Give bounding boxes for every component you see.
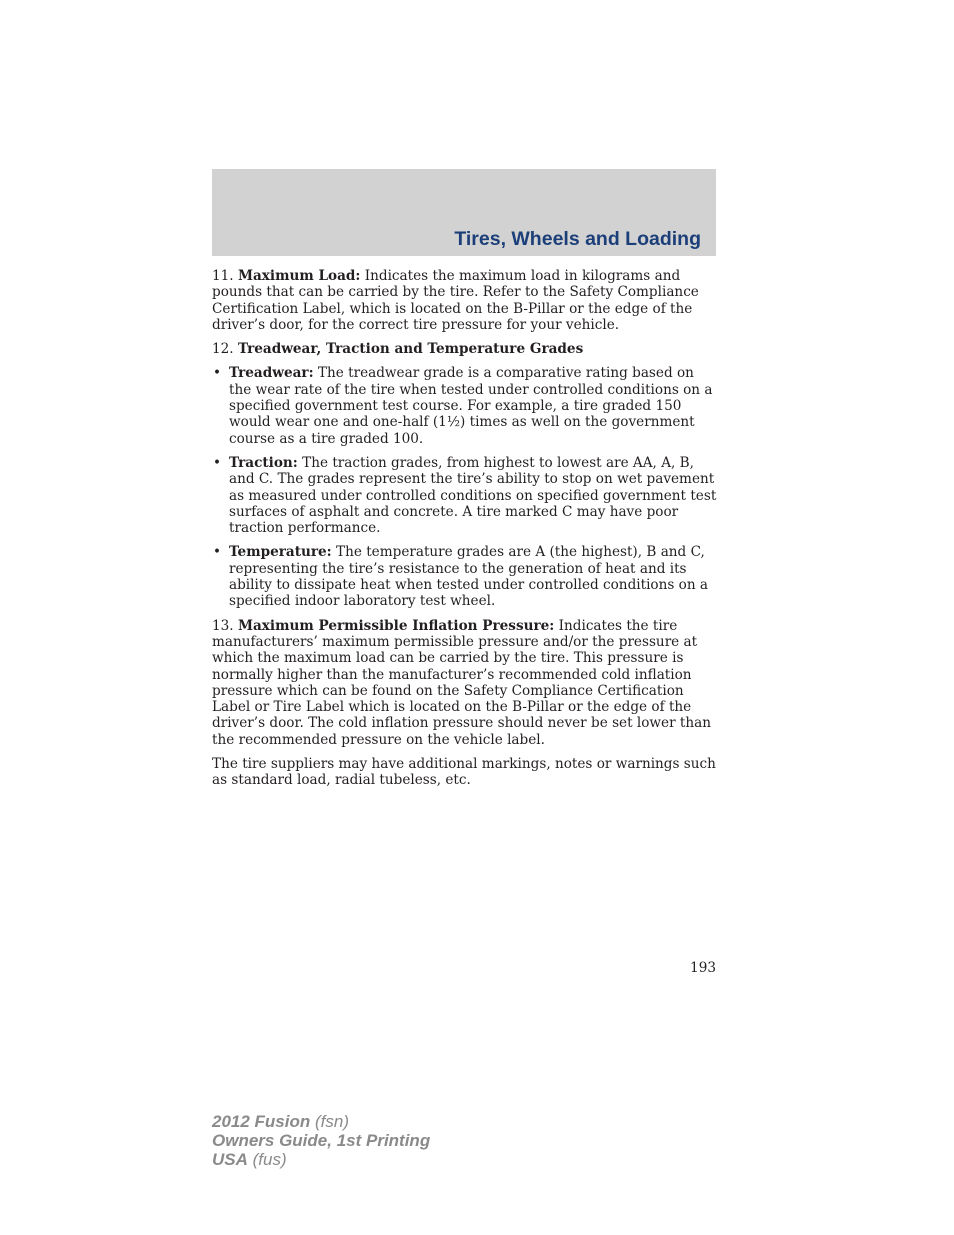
footer-market: USA (212, 1150, 248, 1169)
item-13-number: 13. (212, 617, 234, 634)
item-11 (212, 268, 718, 333)
item-12-label: Treadwear, Traction and Temperature Grades (237, 341, 584, 358)
bullet-icon: • (213, 365, 222, 382)
closing-paragraph: The tire suppliers may have additional markings, notes or warnings such as standard load, radial tubeless, etc. (212, 756, 716, 789)
bullet-icon: • (213, 544, 222, 561)
footer-line-3 (212, 1150, 430, 1169)
bullet-icon: • (213, 454, 222, 471)
bullet-text: The treadwear grade is a comparative rating based on the wear rate of the tire when tested under controlled conditions on a specified government test course. For example, a tire graded 150 would wear one and one-half (1½) times as well on the government course as a tire graded 100. (229, 365, 713, 447)
footer-model: 2012 Fusion (212, 1112, 311, 1131)
page-number: 193 (690, 960, 716, 976)
item-12-number: 12. (212, 341, 234, 358)
footer-print-info (212, 1112, 430, 1169)
bullet-label: Temperature: (229, 544, 332, 561)
item-11-number: 11. (212, 268, 234, 284)
item-11-label: Maximum Load: (237, 268, 361, 284)
grades-bullet-list (212, 365, 718, 609)
page-content (212, 268, 718, 797)
item-12 (212, 341, 718, 357)
bullet-label: Traction: (229, 454, 298, 471)
footer-line-2: Owners Guide, 1st Printing (212, 1131, 431, 1150)
bullet-treadwear (212, 365, 718, 446)
item-11-text: Indicates the maximum load in kilograms and pounds that can be carried by the tire. Refer to the Safety Compliance Certification Label, which is located on the B-Pillar or the edge of the driver’s door, for the correct tire pressure for your vehicle. (212, 268, 699, 333)
item-13 (212, 618, 718, 748)
bullet-traction (212, 455, 718, 536)
footer-line-1 (212, 1112, 430, 1131)
bullet-temperature (212, 544, 718, 609)
section-header-band (212, 169, 716, 256)
bullet-text: The temperature grades are A (the highest), B and C, representing the tire’s resistance to the generation of heat and its ability to dissipate heat when tested under controlled conditions on a specified indoor laboratory test wheel. (229, 544, 709, 610)
bullet-text: The traction grades, from highest to lowest are AA, A, B, and C. The grades represent the tire’s ability to stop on wet pavement as measured under controlled conditions on specified government test surfaces of asphalt and concrete. A tire marked C may have poor traction performance. (229, 454, 717, 537)
item-13-text: Indicates the tire manufacturers’ maximum permissible pressure and/or the pressure at which the maximum load can be carried by the tire. This pressure is normally higher than the manufacturer’s recommended cold inflation pressure which can be found on the Safety Compliance Certification Label or Tire Label which is located on the B-Pillar or the edge of the driver’s door. The cold inflation pressure should never be set lower than the recommended pressure on the vehicle label. (212, 617, 711, 748)
bullet-label: Treadwear: (229, 365, 314, 382)
footer-market-code: (fus) (252, 1150, 287, 1169)
item-13-label: Maximum Permissible Inflation Pressure: (237, 617, 555, 634)
section-title: Tires, Wheels and Loading (454, 228, 701, 250)
footer-model-code: (fsn) (315, 1112, 349, 1131)
